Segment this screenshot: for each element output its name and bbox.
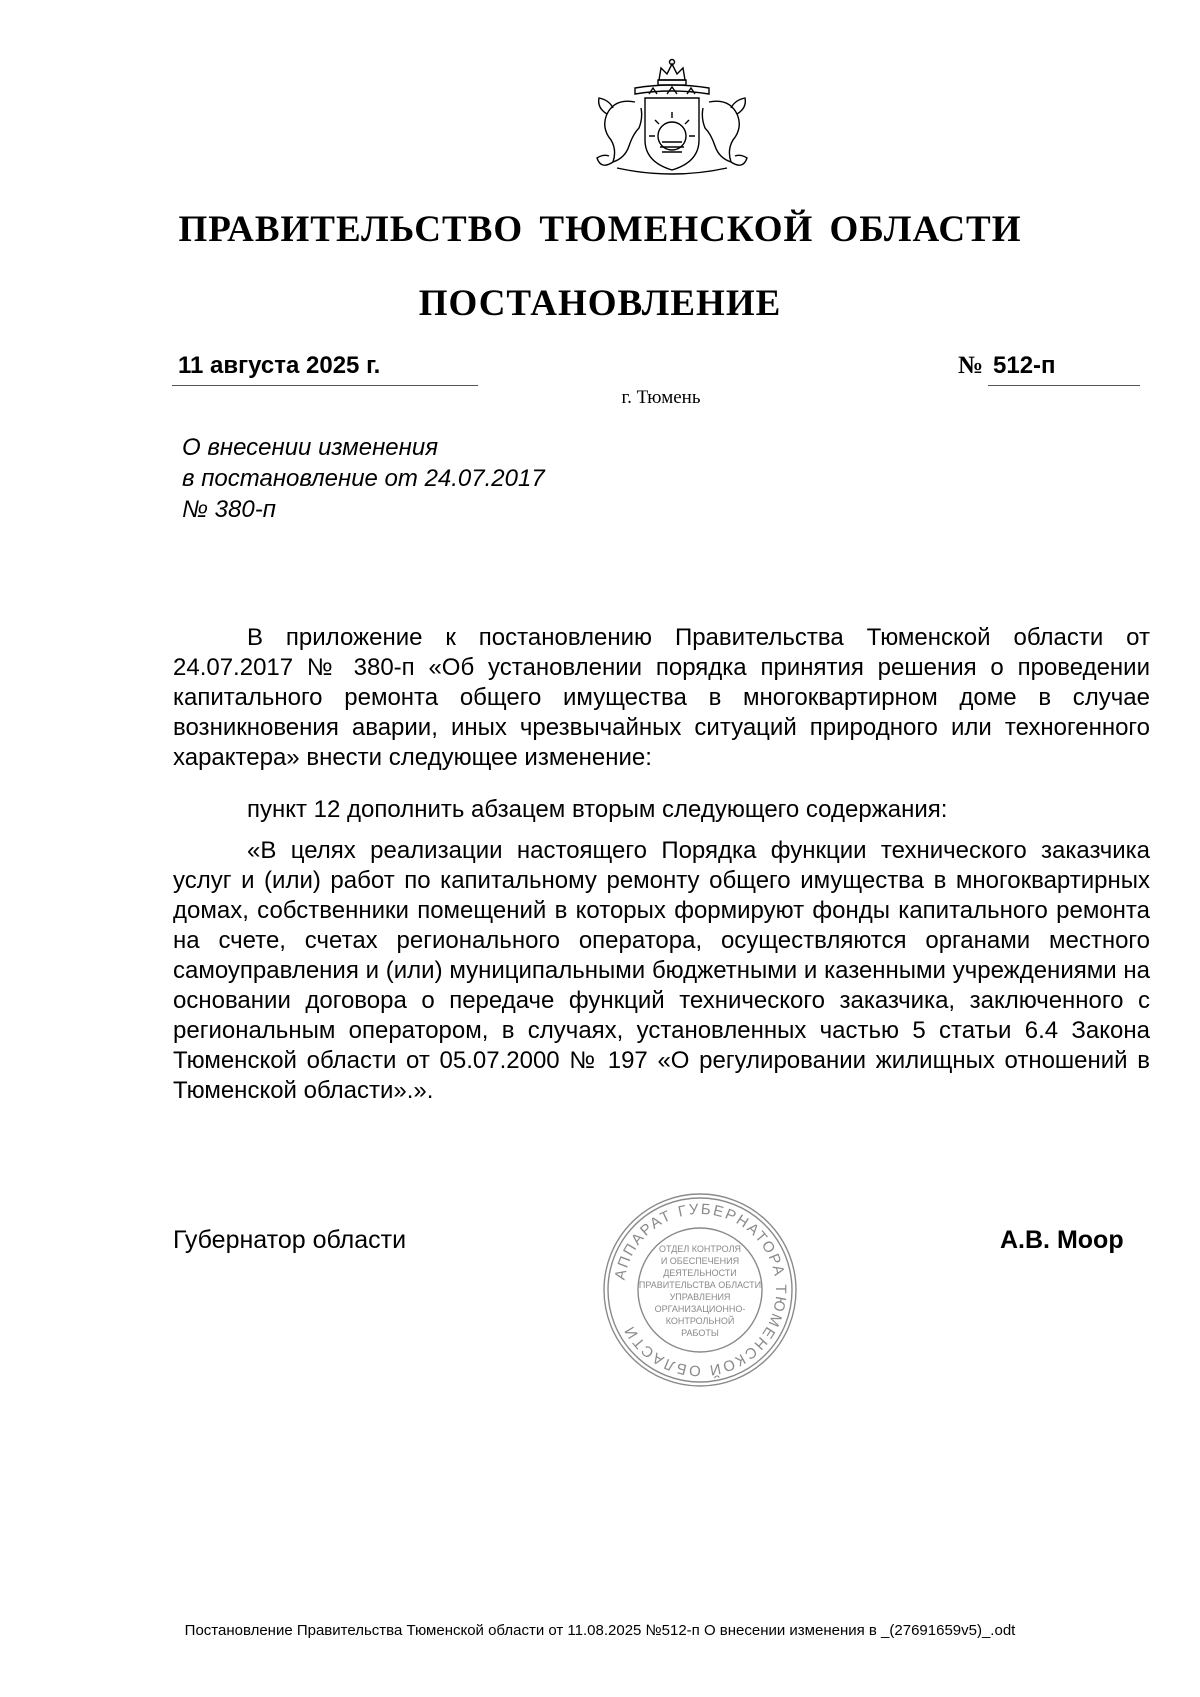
coat-of-arms-emblem <box>587 58 757 178</box>
body-paragraph: В приложение к постановлению Правительства Тюменской области от 24.07.2017 № 380-п «Об установлении порядка принятия решения о проведении капитального ремонта общего имущества в многоквартирном доме в случае возникновения аварии, иных чрезвычайных ситуаций природного или техногенного характера» внести следующее изменение: <box>173 624 1150 771</box>
organization-title: ПРАВИТЕЛЬСТВО ТЮМЕНСКОЙ ОБЛАСТИ <box>178 209 1022 250</box>
date-underline <box>172 385 478 386</box>
signatory-name: А.В. Моор <box>1000 1226 1124 1254</box>
stamp-outer-text: АППАРАТ ГУБЕРНАТОРА ТЮМЕНСКОЙ ОБЛАСТИ <box>611 1200 790 1380</box>
stamp-inner-line: ДЕЯТЕЛЬНОСТИ <box>663 1268 737 1278</box>
document-subject <box>182 432 545 525</box>
footer-filename: Постановление Правительства Тюменской области от 11.08.2025 №512-п О внесении изменения в _(27691659v5)_.odt <box>184 1622 1016 1639</box>
number-underline <box>988 385 1140 386</box>
stamp-inner-line: ОТДЕЛ КОНТРОЛЯ <box>659 1244 741 1254</box>
subject-line: в постановление от 24.07.2017 <box>182 465 545 492</box>
stamp-inner-line: КОНТРОЛЬНОЙ <box>665 1316 735 1326</box>
subject-line: О внесении изменения <box>182 434 439 461</box>
stamp-inner-line: ПРАВИТЕЛЬСТВА ОБЛАСТИ <box>638 1280 762 1290</box>
document-number: 512-п <box>993 352 1056 379</box>
stamp-inner-line: И ОБЕСПЕЧЕНИЯ <box>660 1256 740 1266</box>
document-date: 11 августа 2025 г. <box>178 352 381 379</box>
number-sign: № <box>958 352 984 379</box>
stamp-inner-line: ОРГАНИЗАЦИОННО- <box>654 1304 746 1314</box>
city: г. Тюмень <box>621 387 701 408</box>
signatory-position: Губернатор области <box>173 1226 407 1254</box>
body-paragraph: пункт 12 дополнить абзацем вторым следующего содержания: <box>247 796 948 823</box>
body-paragraph: «В целях реализации настоящего Порядка функции технического заказчика услуг и (или) работ по капитальному ремонту общего имущества в многоквартирных домах, собственники помещений в которых формируют фонды капитального ремонта на счете, счетах регионального оператора, осуществляются органами местного самоуправления и (или) муниципальными бюджетными и казенными учреждениями на основании договора о передаче функций технического заказчика, заключенного с региональным оператором, в случаях, установленных частью 5 статьи 6.4 Закона Тюменской области от 05.07.2000 № 197 «О регулировании жилищных отношений в Тюменской области».». <box>173 837 1150 1104</box>
stamp-inner-line: УПРАВЛЕНИЯ <box>669 1292 731 1302</box>
stamp-inner-line: РАБОТЫ <box>681 1328 719 1338</box>
subject-line: № 380-п <box>182 496 276 523</box>
official-stamp <box>600 1190 800 1390</box>
document-type: ПОСТАНОВЛЕНИЕ <box>418 283 782 324</box>
